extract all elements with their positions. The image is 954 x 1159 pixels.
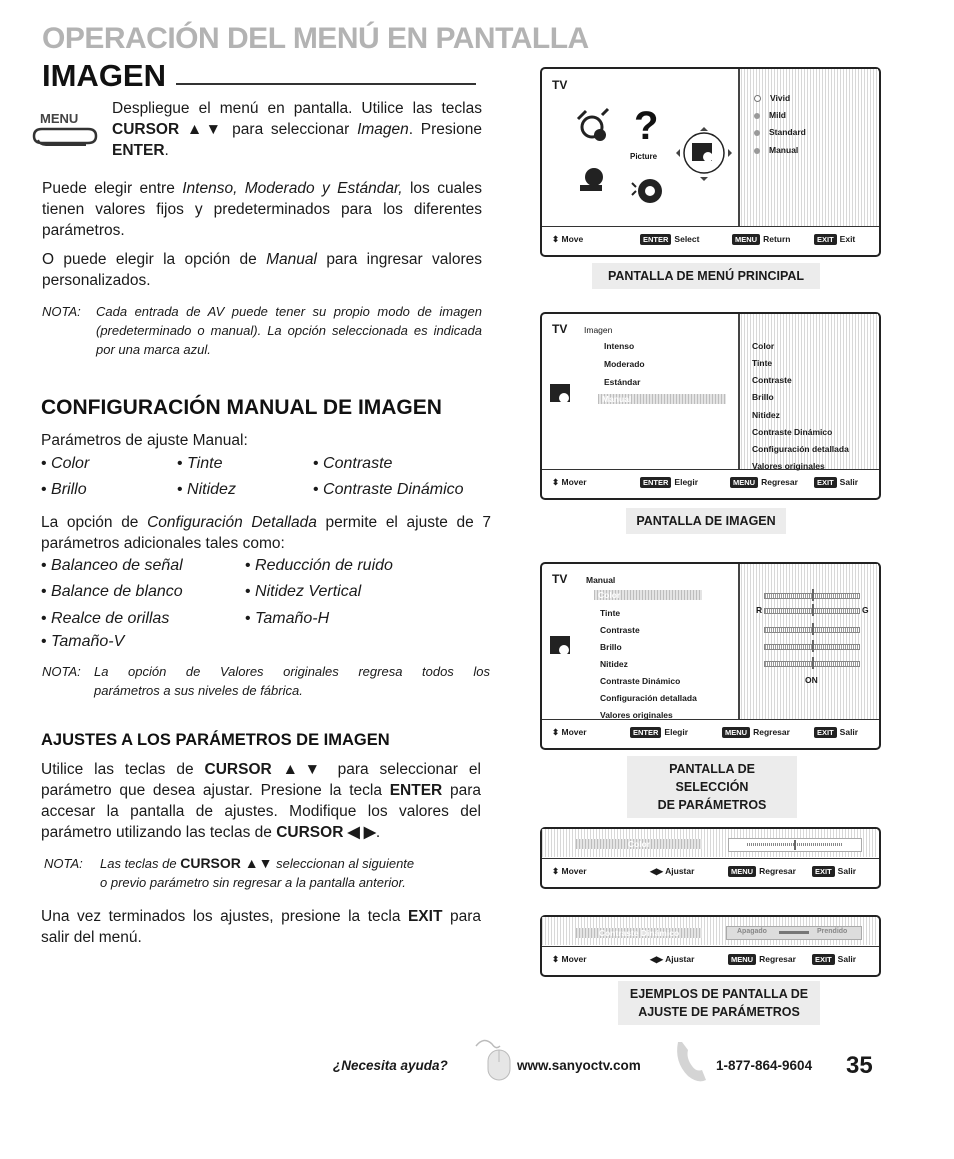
leftright-icon: ◀▶ bbox=[650, 866, 664, 876]
help-icon bbox=[634, 104, 658, 148]
panel-divider bbox=[738, 564, 740, 719]
param-color-selected[interactable]: Color bbox=[594, 590, 702, 600]
menu-key-label: MENU bbox=[40, 111, 79, 126]
move-hint: ⬍ Move bbox=[552, 234, 584, 244]
picture-icon bbox=[548, 634, 574, 660]
selected-picture-icon bbox=[676, 127, 732, 181]
adjust-label: Contraste Dinámico bbox=[576, 928, 702, 938]
params-label: Parámetros de ajuste Manual: bbox=[41, 432, 248, 449]
param-detailed-config[interactable]: Configuración detallada bbox=[600, 693, 697, 703]
screen-control-bar bbox=[542, 226, 879, 255]
color-adjust-screen bbox=[540, 827, 881, 889]
return-hint: MENU Regresar bbox=[728, 954, 796, 965]
param-color: • Color bbox=[41, 455, 89, 473]
caption-adjust-examples: EJEMPLOS DE PANTALLA DE AJUSTE DE PARÁMETROS bbox=[618, 981, 820, 1025]
option-standard[interactable]: Standard bbox=[754, 127, 806, 137]
adjust-label: Color bbox=[576, 839, 702, 849]
select-hint: ENTER Elegir bbox=[640, 477, 698, 488]
option-vivid[interactable]: Vivid bbox=[754, 93, 790, 103]
caption-param-selection: PANTALLA DE SELECCIÓN DE PARÁMETROS bbox=[627, 756, 797, 818]
color-slider[interactable] bbox=[764, 593, 860, 599]
contrast-slider[interactable] bbox=[764, 627, 860, 633]
return-hint: MENU Regresar bbox=[722, 727, 790, 738]
screen-control-bar bbox=[542, 946, 879, 975]
screen-title: Imagen bbox=[584, 325, 613, 335]
picture-icon bbox=[630, 152, 658, 161]
screen-control-bar bbox=[542, 858, 879, 887]
off-label: Apagado bbox=[737, 928, 767, 935]
preset-intense[interactable]: Intenso bbox=[604, 341, 635, 351]
screen-title: Manual bbox=[586, 575, 616, 585]
extra-param: • Balanceo de señal bbox=[41, 557, 183, 575]
sharpness-slider[interactable] bbox=[764, 661, 860, 667]
exit-hint: EXIT Salir bbox=[814, 727, 858, 738]
param-contrast: • Contraste bbox=[313, 455, 392, 473]
color-adjust-slider[interactable] bbox=[728, 838, 862, 852]
on-label: Prendido bbox=[817, 928, 848, 935]
phone-icon bbox=[672, 1036, 712, 1086]
param-tint: • Tinte bbox=[177, 455, 222, 473]
param-brightness: Brillo bbox=[752, 392, 774, 402]
preset-manual-selected[interactable]: Manual bbox=[598, 394, 726, 404]
updown-icon: ⬍ bbox=[552, 866, 560, 876]
section-title: OPERACIÓN DEL MENÚ EN PANTALLA bbox=[42, 22, 589, 55]
tv-label: TV bbox=[552, 572, 568, 586]
param-contrast[interactable]: Contraste bbox=[600, 625, 640, 635]
dynamic-contrast-adjust-screen bbox=[540, 915, 881, 977]
param-contrast: Contraste bbox=[752, 375, 792, 385]
param-detailed-config: Configuración detallada bbox=[752, 444, 849, 454]
param-color: Color bbox=[752, 341, 775, 351]
caption-picture-screen: PANTALLA DE IMAGEN bbox=[626, 508, 786, 534]
page-number: 35 bbox=[846, 1052, 873, 1079]
adjust-hint: ◀▶ Ajustar bbox=[650, 866, 695, 876]
setup-icon bbox=[578, 109, 608, 141]
website-link[interactable]: www.sanyoctv.com bbox=[517, 1058, 641, 1073]
slider-panel-bg bbox=[738, 564, 878, 719]
param-brightness: • Brillo bbox=[41, 481, 87, 499]
updown-icon: ⬍ bbox=[552, 727, 560, 737]
move-hint: ⬍ Mover bbox=[552, 477, 587, 487]
param-dynamic-contrast: Contraste Dinámico bbox=[752, 427, 833, 437]
manual-paragraph: O puede elegir la opción de Manual para ingresar valores personalizados. bbox=[42, 251, 482, 289]
param-sharpness: • Nitidez bbox=[177, 481, 236, 499]
leftright-icon: ◀▶ bbox=[650, 954, 664, 964]
param-tint[interactable]: Tinte bbox=[600, 608, 621, 618]
exit-paragraph: Una vez terminados los ajustes, presione la tecla EXIT para salir del menú. bbox=[41, 908, 481, 946]
screen-control-bar bbox=[542, 469, 879, 498]
tv-label: TV bbox=[552, 78, 568, 92]
note-av-input: NOTA: Cada entrada de AV puede tener su propio modo de imagen (predeterminado o manual). La opción seleccionada es indicada por una marca azul. bbox=[42, 304, 482, 357]
exit-hint: EXIT Salir bbox=[812, 866, 856, 877]
return-hint: MENU Return bbox=[732, 234, 790, 245]
preset-moderate[interactable]: Moderado bbox=[604, 359, 645, 369]
extra-param: • Nitidez Vertical bbox=[245, 583, 361, 601]
adjust-heading: AJUSTES A LOS PARÁMETROS DE IMAGEN bbox=[41, 731, 390, 749]
channel-icon bbox=[580, 168, 603, 191]
svg-text:?: ? bbox=[634, 104, 659, 148]
extra-param: • Tamaño-V bbox=[41, 633, 124, 651]
move-hint: ⬍ Mover bbox=[552, 727, 587, 737]
panel-divider bbox=[738, 314, 740, 469]
param-dynamic-contrast: • Contraste Dinámico bbox=[313, 481, 464, 499]
param-original-values: Valores originales bbox=[752, 461, 825, 471]
picture-icon bbox=[548, 382, 574, 408]
return-hint: MENU Regresar bbox=[728, 866, 796, 877]
title-rule bbox=[176, 83, 476, 85]
option-mild[interactable]: Mild bbox=[754, 110, 786, 120]
adjust-paragraph: Utilice las teclas de CURSOR ▲▼ para seleccionar el parámetro que desea ajustar. Presione la tecla ENTER para accesar la pantalla de ajustes. Modifique los valores del parámetro utilizando las teclas de CURSOR ◀ ▶. bbox=[41, 761, 481, 841]
main-menu-screen bbox=[540, 67, 881, 257]
extra-param: • Balance de blanco bbox=[41, 583, 183, 601]
updown-icon: ⬍ bbox=[552, 234, 560, 244]
picture-screen bbox=[540, 312, 881, 500]
param-dynamic-contrast[interactable]: Contraste Dinámico bbox=[600, 676, 681, 686]
extra-param: • Realce de orillas bbox=[41, 610, 169, 628]
select-hint: ENTER Select bbox=[640, 234, 699, 245]
mouse-icon bbox=[474, 1036, 514, 1082]
parameter-selection-screen bbox=[540, 562, 881, 750]
select-hint: ENTER Elegir bbox=[630, 727, 688, 738]
extra-param: • Tamaño-H bbox=[245, 610, 329, 628]
sound-icon bbox=[632, 179, 662, 203]
move-hint: ⬍ Mover bbox=[552, 866, 587, 876]
param-brightness[interactable]: Brillo bbox=[600, 642, 622, 652]
exit-hint: EXIT Salir bbox=[812, 954, 856, 965]
param-tint: Tinte bbox=[752, 358, 773, 368]
help-prompt: ¿Necesita ayuda? bbox=[333, 1058, 448, 1073]
tv-label: TV bbox=[552, 322, 568, 336]
tint-left-label: R bbox=[756, 605, 763, 615]
manual-config-heading: CONFIGURACIÓN MANUAL DE IMAGEN bbox=[41, 396, 442, 419]
move-hint: ⬍ Mover bbox=[552, 954, 587, 964]
extra-param: • Reducción de ruido bbox=[245, 557, 393, 575]
tint-right-label: G bbox=[862, 605, 869, 615]
preset-standard[interactable]: Estándar bbox=[604, 377, 641, 387]
note-cursor-keys: NOTA: Las teclas de CURSOR ▲▼ seleccionan al siguiente o previo parámetro sin regresar a la pantalla anterior. bbox=[44, 855, 415, 890]
dynamic-contrast-value: ON bbox=[805, 675, 818, 685]
exit-hint: EXIT Salir bbox=[814, 477, 858, 488]
exit-hint: EXIT Exit bbox=[814, 234, 855, 245]
param-sharpness: Nitidez bbox=[752, 410, 780, 420]
dynamic-contrast-toggle[interactable] bbox=[726, 926, 862, 940]
menu-icons bbox=[572, 97, 742, 227]
brightness-slider[interactable] bbox=[764, 644, 860, 650]
screen-control-bar bbox=[542, 719, 879, 748]
preset-paragraph: Puede elegir entre Intenso, Moderado y Estándar, los cuales tienen valores fijos y predeterminados para los diferentes parámetros. bbox=[42, 180, 482, 239]
return-hint: MENU Regresar bbox=[730, 477, 798, 488]
option-manual[interactable]: Manual bbox=[754, 145, 798, 155]
menu-key-icon bbox=[30, 110, 100, 150]
phone-number: 1-877-864-9604 bbox=[716, 1058, 813, 1073]
adjust-hint: ◀▶ Ajustar bbox=[650, 954, 695, 964]
detailed-config-paragraph: La opción de Configuración Detallada permite el ajuste de 7 parámetros adicionales tales como: bbox=[41, 514, 492, 552]
page-title: IMAGEN bbox=[42, 58, 166, 93]
tint-slider[interactable] bbox=[764, 608, 860, 614]
note-original-values: NOTA: La opción de Valores originales regresa todos los parámetros a sus niveles de fábrica. bbox=[42, 664, 490, 698]
intro-paragraph: Despliegue el menú en pantalla. Utilice las teclas CURSOR ▲▼ para seleccionar Imagen. Presione ENTER. bbox=[112, 100, 482, 159]
param-sharpness[interactable]: Nitidez bbox=[600, 659, 628, 669]
picture-label: Picture bbox=[630, 152, 658, 161]
param-original-values[interactable]: Valores originales bbox=[600, 710, 673, 720]
updown-icon: ⬍ bbox=[552, 954, 560, 964]
updown-icon: ⬍ bbox=[552, 477, 560, 487]
caption-main-menu: PANTALLA DE MENÚ PRINCIPAL bbox=[592, 263, 820, 289]
